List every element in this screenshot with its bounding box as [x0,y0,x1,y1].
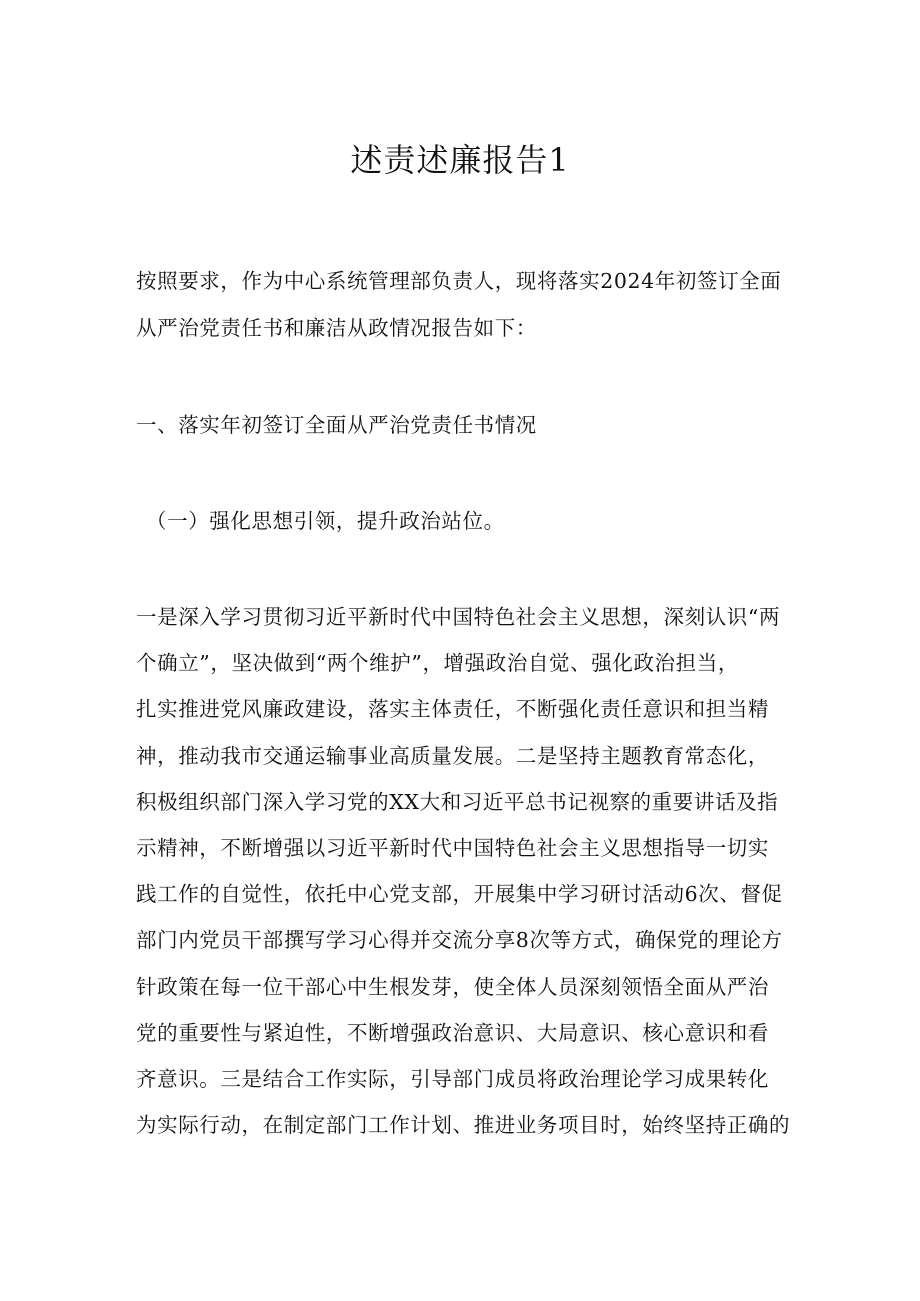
subsection-heading [146,502,802,540]
body-line: 神，推动我市交通运输事业高质量发展。二是坚持主题教育常态化， [136,743,769,768]
intro-line: 从严治党责任书和廉洁从政情况报告如下： [136,316,537,340]
section-heading [136,406,792,444]
body-line: 践工作的自觉性，依托中心党支部，开展集中学习研讨活动6次、督促 [136,882,783,907]
body-line: 部门内党员干部撰写学习心得并交流分享8次等方式，确保党的理论方 [136,928,783,953]
body-line: 一是深入学习贯彻习近平新时代中国特色社会主义思想，深刻认识“两 [136,605,781,629]
body-line: 齐意识。三是结合工作实际，引导部门成员将政治理论学习成果转化 [136,1066,769,1091]
body-line: 扎实推进党风廉政建设，落实主体责任，不断强化责任意识和担当精 [136,697,769,722]
intro-paragraph [136,262,792,356]
document-title: 述责述廉报告1 [350,141,570,179]
body-line: 为实际行动，在制定部门工作计划、推进业务项目时，始终坚持正确的 [136,1113,791,1138]
body-line: 党的重要性与紧迫性，不断增强政治意识、大局意识、核心意识和看 [136,1020,769,1045]
subsection-heading-text: （一）强化思想引领，提升政治站位。 [146,509,505,533]
body-line: 积极组织部门深入学习党的XX大和习近平总书记视察的重要讲话及指 [136,789,779,814]
body-line: 个确立”，坚决做到“两个维护”，增强政治自觉、强化政治担当， [136,651,739,676]
body-paragraph [136,598,792,1152]
intro-line: 按照要求，作为中心系统管理部负责人，现将落实2024年初签订全面 [136,269,782,293]
body-line: 示精神，不断增强以习近平新时代中国特色社会主义思想指导一切实 [136,835,769,860]
body-line: 针政策在每一位干部心中生根发芽，使全体人员深刻领悟全面从严治 [136,974,769,999]
section-heading-text: 一、落实年初签订全面从严治党责任书情况 [136,413,537,437]
